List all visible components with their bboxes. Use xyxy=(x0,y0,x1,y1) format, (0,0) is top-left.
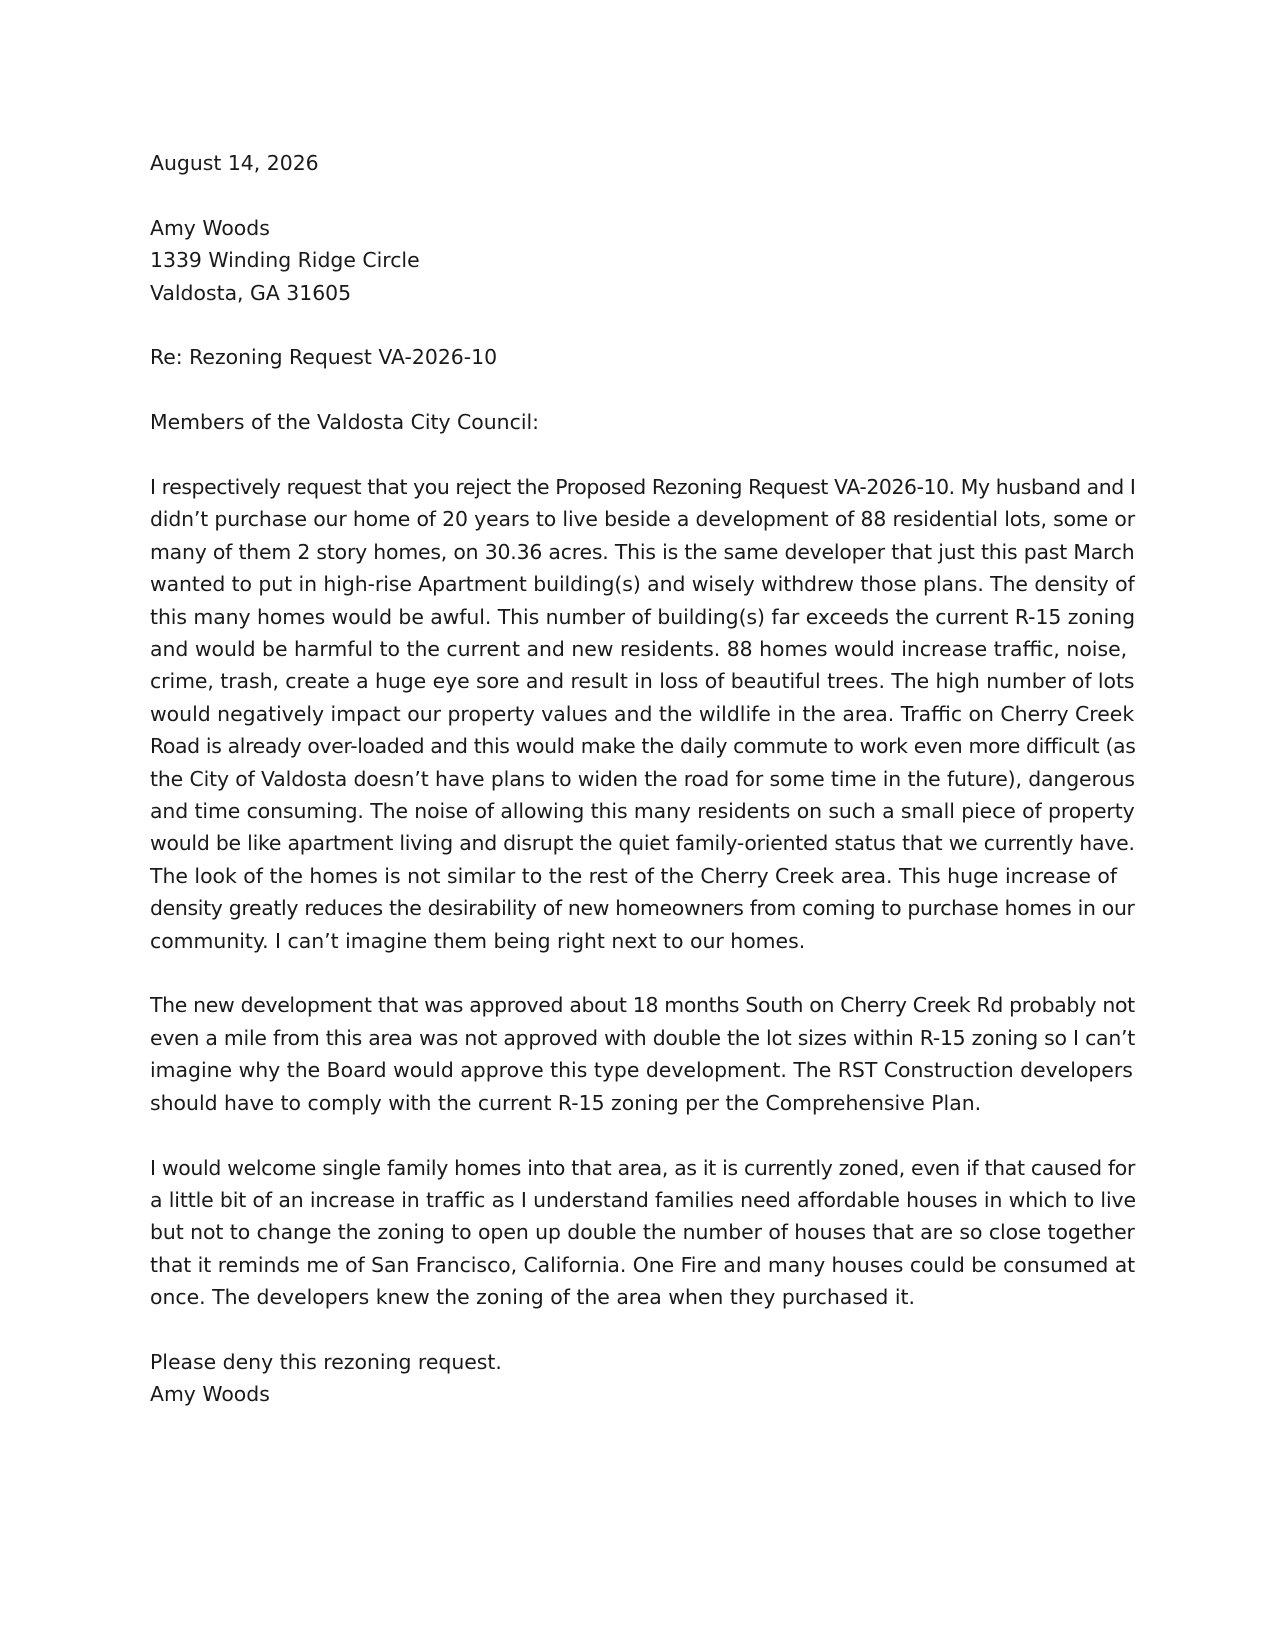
signature-name: Amy Woods xyxy=(150,1382,270,1407)
sender-street: 1339 Winding Ridge Circle xyxy=(150,248,420,273)
body-paragraph xyxy=(150,471,1135,957)
paragraph-line: should have to comply with the current R-15 zoning per the Comprehensive Plan. xyxy=(150,1090,982,1115)
subject-line xyxy=(150,341,1135,373)
paragraph-line: and would be harmful to the current and new residents. 88 homes would increase traffic, noise, xyxy=(150,637,1128,662)
paragraph-line: that it reminds me of San Francisco, California. One Fire and many houses could be consumed at xyxy=(150,1252,1136,1277)
letter-date xyxy=(150,147,1135,179)
subject-text: Re: Rezoning Request VA-2026-10 xyxy=(150,345,498,370)
paragraph-line: I respectively request that you reject the Proposed Rezoning Request VA-2026-10. My husband and I xyxy=(150,475,1136,499)
paragraph-line: Road is already over-loaded and this would make the daily commute to work even more difficult (as xyxy=(150,734,1136,759)
paragraph-line: would negatively impact our property values and the wildlife in the area. Traffic on Cherry Creek xyxy=(150,701,1135,726)
paragraph-line: wanted to put in high-rise Apartment building(s) and wisely withdrew those plans. The density of xyxy=(150,572,1135,597)
letter-body xyxy=(150,471,1135,1314)
sender-city-state-zip: Valdosta, GA 31605 xyxy=(150,280,352,305)
paragraph-line: this many homes would be awful. This number of building(s) far exceeds the current R-15 zoning xyxy=(150,604,1136,629)
paragraph-line: I would welcome single family homes into that area, as it is currently zoned, even if that caused for xyxy=(150,1155,1136,1180)
date-text: August 14, 2026 xyxy=(150,151,319,175)
paragraph-line: would be like apartment living and disrupt the quiet family-oriented status that we currently have. xyxy=(150,831,1135,856)
paragraph-line: a little bit of an increase in traffic as I understand families need affordable houses in which to live xyxy=(150,1187,1136,1212)
letter-page xyxy=(150,147,1135,1443)
paragraph-line: even a mile from this area was not approved with double the lot sizes within R-15 zoning so I can’t xyxy=(150,1025,1136,1050)
paragraph-line: crime, trash, create a huge eye sore and result in loss of beautiful trees. The high number of lots xyxy=(150,669,1135,694)
paragraph-line: the City of Valdosta doesn’t have plans to widen the road for some time in the future), dangerous xyxy=(150,766,1135,791)
salutation-text: Members of the Valdosta City Council: xyxy=(150,410,540,435)
paragraph-line: density greatly reduces the desirability of new homeowners from coming to purchase homes in our xyxy=(150,896,1135,921)
paragraph-line: but not to change the zoning to open up double the number of houses that are so close together xyxy=(150,1220,1135,1245)
paragraph-line: and time consuming. The noise of allowing this many residents on such a small piece of property xyxy=(150,799,1135,824)
paragraph-line: once. The developers knew the zoning of the area when they purchased it. xyxy=(150,1285,915,1310)
sender-name: Amy Woods xyxy=(150,215,270,240)
paragraph-line: didn’t purchase our home of 20 years to live beside a development of 88 residential lots, some or xyxy=(150,507,1135,532)
paragraph-line: The new development that was approved about 18 months South on Cherry Creek Rd probably not xyxy=(150,993,1135,1018)
sender-address xyxy=(150,212,1135,309)
salutation xyxy=(150,406,1135,438)
paragraph-line: The look of the homes is not similar to the rest of the Cherry Creek area. This huge increase of xyxy=(150,863,1118,888)
paragraph-line: many of them 2 story homes, on 30.36 acres. This is the same developer that just this past March xyxy=(150,539,1135,564)
paragraph-line: community. I can’t imagine them being right next to our homes. xyxy=(150,928,806,953)
closing-text: Please deny this rezoning request. xyxy=(150,1349,502,1374)
body-paragraph xyxy=(150,1152,1135,1314)
closing-block xyxy=(150,1346,1135,1411)
body-paragraph xyxy=(150,989,1135,1119)
paragraph-line: imagine why the Board would approve this type development. The RST Construction developers xyxy=(150,1058,1133,1083)
